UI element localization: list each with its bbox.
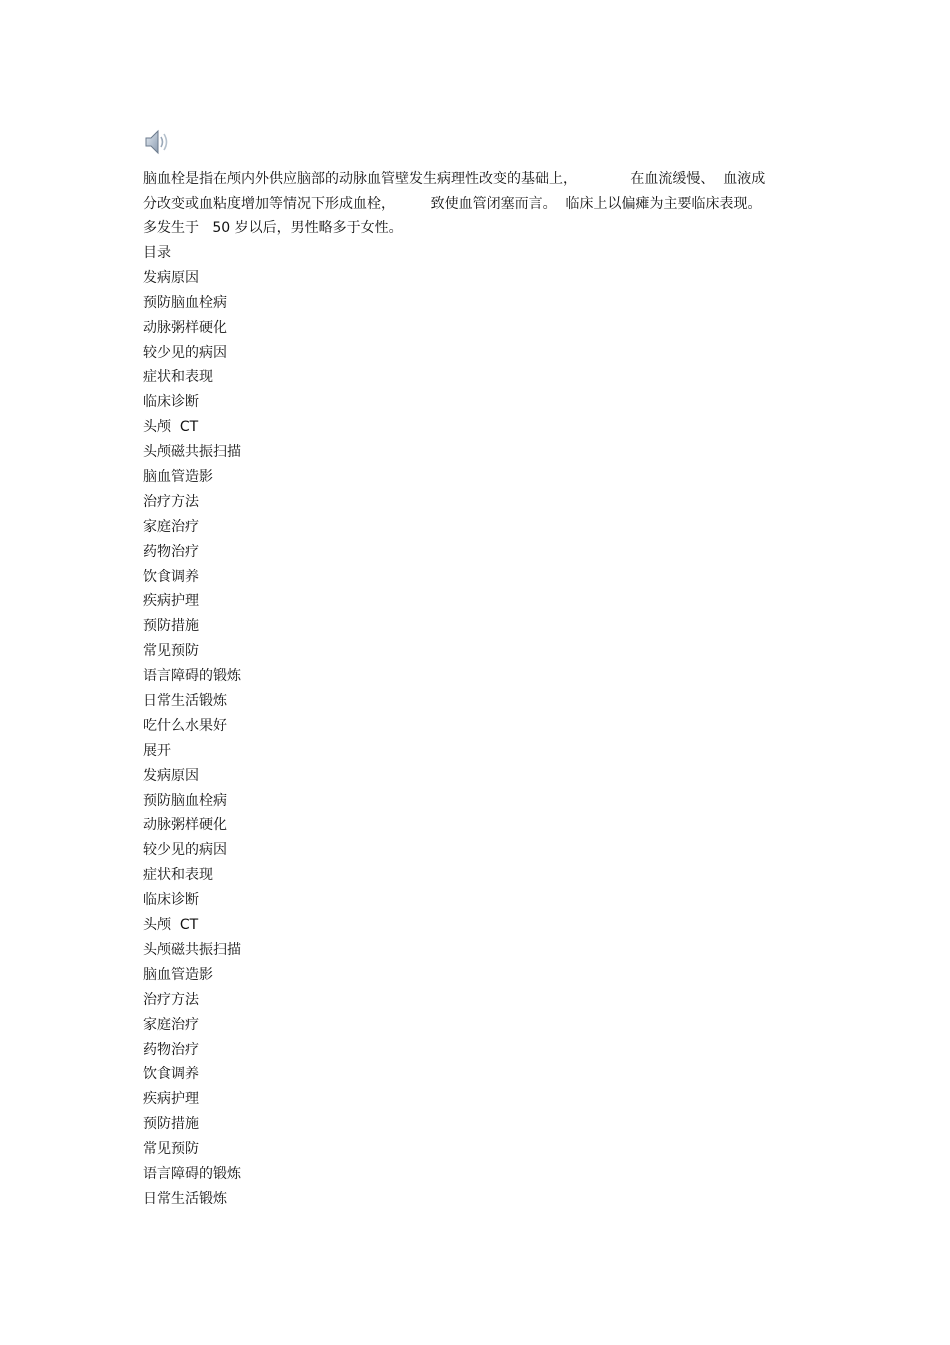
toc-item[interactable]: 发病原因 [143, 269, 199, 286]
intro-line: 分改变或血粘度增加等情况下形成血栓， 致使血管闭塞而言。 临床上以偏瘫为主要临床表现。 [143, 195, 762, 212]
expanded-toc-item[interactable]: 症状和表现 [143, 867, 213, 884]
expanded-toc-item[interactable]: 头颅 CT [143, 917, 199, 934]
expanded-toc-item[interactable]: 语言障碍的锻炼 [143, 1165, 241, 1182]
expanded-toc-item[interactable]: 药物治疗 [143, 1041, 199, 1058]
expanded-toc-item[interactable]: 临床诊断 [143, 892, 199, 909]
toc-item[interactable]: 语言障碍的锻炼 [143, 668, 241, 685]
expanded-toc-item[interactable]: 常见预防 [143, 1141, 199, 1158]
toc-item[interactable]: 饮食调养 [143, 568, 199, 585]
expanded-toc-item[interactable]: 疾病护理 [143, 1091, 199, 1108]
toc-item[interactable]: 动脉粥样硬化 [143, 319, 227, 336]
toc-item[interactable]: 头颅 CT [143, 419, 199, 436]
toc-item[interactable]: 家庭治疗 [143, 518, 199, 535]
toc-item[interactable]: 预防脑血栓病 [143, 294, 227, 311]
expanded-toc-item[interactable]: 脑血管造影 [143, 966, 213, 983]
intro-paragraph [143, 167, 823, 241]
toc-item[interactable]: 常见预防 [143, 643, 199, 660]
expand-link[interactable]: 展开 [143, 742, 171, 759]
expanded-toc-item[interactable]: 日常生活锻炼 [143, 1190, 227, 1207]
expanded-toc-item[interactable]: 预防措施 [143, 1116, 199, 1133]
toc-item[interactable]: 较少见的病因 [143, 344, 227, 361]
toc-item[interactable]: 临床诊断 [143, 394, 199, 411]
expanded-toc-item[interactable]: 头颅磁共振扫描 [143, 941, 241, 958]
toc-item[interactable]: 症状和表现 [143, 369, 213, 386]
intro-line: 多发生于 50 岁以后，男性略多于女性。 [143, 220, 403, 236]
toc-item[interactable]: 治疗方法 [143, 493, 199, 510]
table-of-contents [143, 241, 241, 1212]
toc-item[interactable]: 头颅磁共振扫描 [143, 444, 241, 461]
toc-item[interactable]: 脑血管造影 [143, 469, 213, 486]
expanded-toc-item[interactable]: 动脉粥样硬化 [143, 817, 227, 834]
expanded-toc-item[interactable]: 家庭治疗 [143, 1016, 199, 1033]
toc-heading: 目录 [143, 245, 171, 261]
toc-item[interactable]: 药物治疗 [143, 543, 199, 560]
expanded-toc-item[interactable]: 发病原因 [143, 767, 199, 784]
toc-item[interactable]: 预防措施 [143, 618, 199, 635]
expanded-toc-item[interactable]: 治疗方法 [143, 991, 199, 1008]
speaker-icon[interactable] [143, 127, 173, 157]
expanded-toc-item[interactable]: 预防脑血栓病 [143, 792, 227, 809]
toc-item[interactable]: 日常生活锻炼 [143, 693, 227, 710]
toc-item[interactable]: 疾病护理 [143, 593, 199, 610]
toc-item[interactable]: 吃什么水果好 [143, 717, 227, 734]
intro-line: 脑血栓是指在颅内外供应脑部的动脉血管壁发生病理性改变的基础上， 在血流缓慢、 血液成 [143, 171, 766, 187]
expanded-toc-item[interactable]: 饮食调养 [143, 1066, 199, 1083]
expanded-toc-item[interactable]: 较少见的病因 [143, 842, 227, 859]
